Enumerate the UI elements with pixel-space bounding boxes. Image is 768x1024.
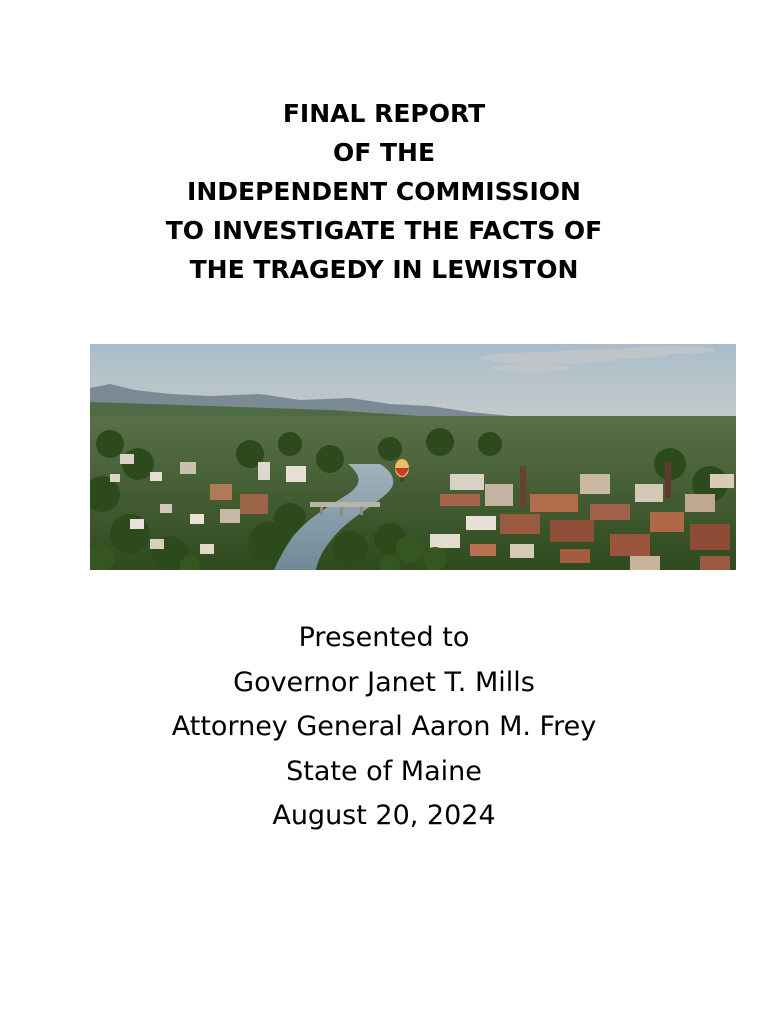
report-date: August 20, 2024 — [272, 800, 496, 831]
recipient-governor: Governor Janet T. Mills — [233, 666, 535, 698]
title-line-5: THE TRAGEDY IN LEWISTON — [189, 255, 579, 284]
aerial-city-illustration — [90, 344, 736, 570]
title-line-1: FINAL REPORT — [282, 99, 486, 128]
title-line-2: OF THE — [332, 138, 436, 167]
state-name: State of Maine — [286, 755, 482, 787]
presented-to-label: Presented to — [298, 622, 470, 653]
report-title — [0, 94, 768, 289]
recipient-attorney-general: Attorney General Aaron M. Frey — [171, 711, 597, 742]
bridge — [310, 502, 380, 507]
presented-to-block — [0, 616, 768, 839]
cover-photo-lewiston-aerial — [90, 344, 736, 570]
title-line-3: INDEPENDENT COMMISSION — [187, 177, 581, 206]
title-line-4: TO INVESTIGATE THE FACTS OF — [165, 216, 603, 245]
